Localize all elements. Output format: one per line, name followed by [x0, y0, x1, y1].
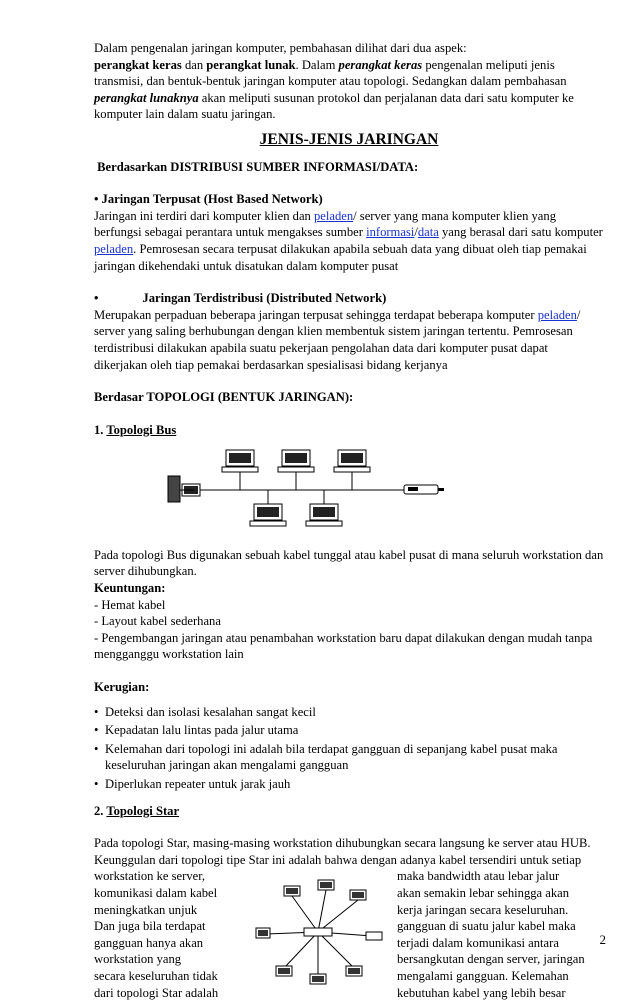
- document-page: [94, 40, 604, 1000]
- bullet-icon: •: [94, 723, 99, 738]
- intro-paragraph: [94, 40, 604, 123]
- list-item: [94, 722, 604, 739]
- topologi-title-text: Berdasar TOPOLOGI (BENTUK JARINGAN):: [94, 390, 354, 405]
- terdistribusi-paragraph: [94, 307, 604, 373]
- kerugian-list: [94, 704, 604, 793]
- keuntungan-item: - Layout kabel sederhana: [94, 614, 221, 629]
- computer-icon: [350, 890, 366, 900]
- star-topology-diagram: [254, 878, 384, 986]
- terpusat-text: . Pemrosesan secara terpusat dilakukan apabila sebuah data yang dibuat oleh tiap pemakai jaringan dikehendaki untuk disatukan dalam komputer pusat: [94, 241, 587, 273]
- kerugian-text: Kelemahan dari topologi ini adalah bila terdapat gangguan di sepanjang kabel pusat maka keseluruhan jaringan akan mengalami gangguan: [105, 741, 558, 773]
- link-peladen[interactable]: peladen: [313, 208, 354, 223]
- star-right-line: kebutuhan kabel yang lebih besar: [397, 985, 566, 1000]
- computer-icon: [306, 490, 342, 526]
- star-number: 2.: [94, 803, 107, 818]
- page-number: 2: [599, 932, 606, 947]
- star-left-line: Dan juga bila terdapat: [94, 919, 206, 934]
- bullet-icon: •: [94, 291, 99, 306]
- computer-icon: [334, 450, 370, 490]
- star-right-line: bersangkutan dengan server, jaringan: [397, 952, 585, 967]
- term-hardware: perangkat keras: [94, 57, 182, 72]
- kerugian-text: Deteksi dan isolasi kesalahan sangat kecil: [105, 704, 316, 719]
- terdistribusi-text: Merupakan perpaduan beberapa jaringan terpusat sehingga terdapat beberapa komputer: [94, 307, 538, 322]
- star-text-left: [94, 868, 224, 1001]
- bullet-icon: •: [94, 741, 99, 756]
- list-item: [94, 776, 604, 793]
- terpusat-title-text: • Jaringan Terpusat (Host Based Network): [94, 192, 323, 207]
- section-heading: JENIS-JENIS JARINGAN: [259, 130, 439, 148]
- terpusat-title: [94, 191, 604, 208]
- kerugian-title-text: Kerugian:: [94, 680, 150, 695]
- distribusi-title-text: Berdasarkan DISTRIBUSI SUMBER INFORMASI/DATA:: [97, 159, 419, 174]
- intro-text: akan meliputi susunan protokol dan perjalanan data dari satu komputer ke komputer lain dalam suatu jaringan.: [94, 90, 574, 122]
- star-right-line: akan semakin lebar sehingga akan: [397, 885, 570, 900]
- bus-number: 1.: [94, 422, 107, 437]
- terdistribusi-text: / server yang saling berhubungan dengan klien membentuk sistem jaringan tertentu. Pemrosesan terdistribusi dilakukan apabila suatu pekerjaan pengolahan data dari komputer pusat dapat dikerjakan oleh tiap pemakai berdasarkan spesialisasi bidang kerjanya: [94, 307, 581, 372]
- star-left-line: secara keseluruhan tidak: [94, 968, 218, 983]
- intro-line: Dalam pengenalan jaringan komputer, pembahasan dilihat dari dua aspek:: [94, 41, 467, 55]
- computer-icon: [222, 450, 258, 490]
- star-left-line: workstation yang: [94, 952, 182, 967]
- keuntungan-item: - Hemat kabel: [94, 597, 166, 612]
- terpusat-text: Jaringan ini terdiri dari komputer klien dan: [94, 208, 314, 223]
- star-section: [94, 868, 604, 1000]
- hub-icon: [304, 928, 332, 936]
- topologi-title: [94, 389, 604, 406]
- computer-icon: [346, 966, 362, 976]
- bus-description: Pada topologi Bus digunakan sebuah kabel tunggal atau kabel pusat di mana seluruh workstation dan server dihubungkan.: [94, 547, 604, 579]
- kerugian-text: Diperlukan repeater untuk jarak jauh: [105, 777, 291, 791]
- computer-icon: [256, 928, 270, 938]
- star-left-line: meningkatkan unjuk: [94, 902, 198, 917]
- terdistribusi-title-text: Jaringan Terdistribusi (Distributed Network): [142, 291, 387, 306]
- term-hardware-italic: perangkat keras: [338, 57, 423, 72]
- distribusi-title: [94, 159, 604, 176]
- list-item: [94, 704, 604, 721]
- terdistribusi-title: [94, 290, 604, 307]
- star-left-line: komunikasi dalam kabel: [94, 885, 218, 900]
- kerugian-title: [94, 679, 604, 696]
- term-software-italic: perangkat lunaknya: [94, 90, 199, 105]
- link-data[interactable]: data: [417, 225, 439, 240]
- terpusat-paragraph: [94, 208, 604, 274]
- terpusat-text: /: [414, 225, 418, 240]
- star-heading: [94, 803, 604, 820]
- link-informasi[interactable]: informasi: [366, 225, 415, 240]
- intro-text: pengenalan meliputi jenis transmisi, dan bentuk-bentuk jaringan komputer atau topologi. Sedangkan dalam pembahasan: [94, 57, 567, 89]
- star-right-line: terjadi dalam komunikasi antara: [397, 935, 559, 950]
- star-title: Topologi Star: [106, 803, 180, 818]
- terpusat-text: / server yang mana komputer klien yang berfungsi sebagai perantara untuk mengakses sumber: [94, 208, 556, 240]
- star-right-line: kerja jaringan secara keseluruhan.: [397, 902, 569, 917]
- terpusat-text: yang berasal dari satu komputer: [438, 225, 603, 240]
- keuntungan-item: - Pengembangan jaringan atau penambahan workstation baru dapat dilakukan dengan mudah tanpa mengganggu workstation lain: [94, 630, 593, 662]
- bus-topology-diagram: [156, 446, 456, 536]
- star-left-line: gangguan hanya akan: [94, 935, 204, 950]
- star-right-line: maka bandwidth atau lebar jalur: [397, 869, 560, 884]
- computer-icon: [318, 880, 334, 890]
- intro-text: dan: [181, 57, 207, 72]
- keuntungan-title-text: Keuntungan:: [94, 581, 166, 596]
- link-peladen[interactable]: peladen: [537, 307, 577, 322]
- computer-icon: [278, 450, 314, 490]
- star-left-line: workstation ke server,: [94, 869, 206, 884]
- star-text-right: [397, 868, 607, 1001]
- bus-heading: [94, 422, 604, 439]
- keuntungan-title: [94, 580, 604, 597]
- computer-icon: [284, 886, 300, 896]
- printer-icon: [404, 485, 444, 494]
- intro-text: . Dalam: [295, 57, 339, 72]
- printer-icon: [366, 932, 382, 940]
- server-icon: [168, 476, 200, 502]
- star-intro: Pada topologi Star, masing-masing workstation dihubungkan secara langsung ke server atau HUB. Keunggulan dari topologi tipe Star ini adalah bahwa dengan adanya kabel tersendiri untuk setiap: [94, 836, 591, 867]
- star-left-line: dari topologi Star adalah: [94, 985, 219, 1000]
- computer-icon: [310, 974, 326, 984]
- term-software: perangkat lunak: [206, 57, 296, 72]
- bus-title: Topologi Bus: [106, 422, 177, 437]
- list-item: [94, 741, 604, 774]
- link-peladen[interactable]: peladen: [94, 241, 134, 256]
- bullet-icon: •: [94, 777, 99, 791]
- bullet-icon: •: [94, 704, 99, 719]
- star-right-line: mengalami gangguan. Kelemahan: [397, 968, 569, 983]
- star-right-line: gangguan di suatu jalur kabel maka: [397, 919, 576, 934]
- computer-icon: [250, 490, 286, 526]
- kerugian-text: Kepadatan lalu lintas pada jalur utama: [105, 723, 299, 738]
- computer-icon: [276, 966, 292, 976]
